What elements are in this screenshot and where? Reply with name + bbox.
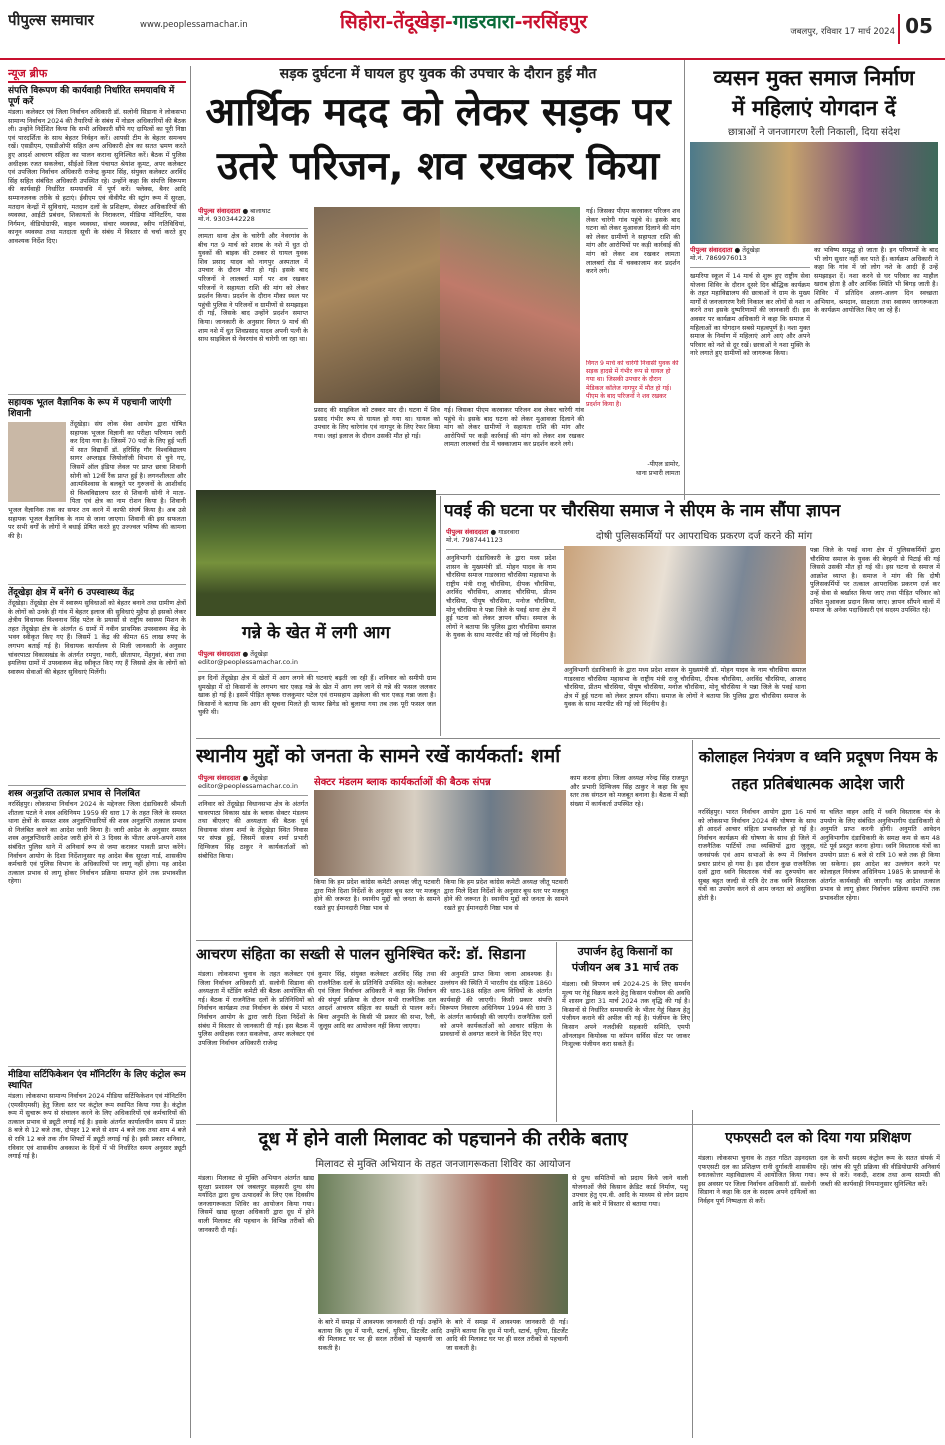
sharma-body: शनिवार को तेंदूखेड़ा विधानसभा क्षेत्र के अंतर्गत चावरपाठा विकास खंड के ब्लाक सेक्टर मंडलम तथा बीएलए की अध्यक्षता की बैठक पूर्व विधायक संजय शर्मा के तेंदूखेड़ा स्थित निवास पर संपन्न हुई, जिसमें संजय शर्मा प्रभारी दिग्विजय सिंह ठाकुर ने कार्यकर्ताओं को संबोधित किया। <box>198 800 308 860</box>
lead-quote-by: -पीएल डामोर, थाना प्रभारी लामता <box>635 460 680 477</box>
sidana-body: मंडला। लोकसभा चुनाव के तहत कलेक्टर एवं जिला निर्वाचन अधिकारी डॉ. सलोनी सिडाना की अध्यक्षता में स्टेंडिंग कमेटी की बैठक आयोजित की गई। बैठक में राजनैतिक दलों के प्रतिनिधियों को निर्वाचन कार्यक्रम तथा निर्वाचन के संबंध में भारत निर्वाचन आयोग के द्वारा जारी दिशा निर्देशों के संबंध में विस्तार से जानकारी दी गई। इस बैठक में पुलिस अधीक्षक रजत सकलेचा, अपर कलेक्टर एवं उपजिला निर्वाचन अधिकारी राजेन्द्र <box>198 970 314 1047</box>
lead-body-1: लामता थाना क्षेत्र के चारेगी और नेवरगांव के बीच गत 9 मार्च को शराब के नशे में धुत दो युवकों की बाइक की टक्कर से घायल युवक शिव प्रसाद यादव को नागपुर अस्पताल में उपचार के दौरान मौत हो गई। इसके बाद परिजनों ने लालबर्रा मार्ग पर शव रखकर परिजनों ने सहायता राशि की मांग को लेकर प्रदर्शन किया। प्रदर्शन के दौरान मौका स्थल पर पहुंची पुलिस ने परिजनों व ग्रामीणों से समझाइश दी गई, जिसके बाद उन्होंने प्रदर्शन समाप्त किया। जानकारी के अनुसार विगत 9 मार्च की शाम नशे में धुत शिवप्रसाद यादव अपनी पत्नी के साथ साइकिल से नेवरगांव से चारेगी जा रहा था। <box>198 232 308 344</box>
sharma-photo-title: सेक्टर मंडलम ब्लाक कार्यकर्ताओं की बैठक संपन्न <box>314 777 491 788</box>
chaurasia-headline: पवई की घटना पर चौरसिया समाज ने सीएम के नाम सौंपा ज्ञापन <box>444 501 841 521</box>
site-url: www.peoplessamachar.in <box>140 20 248 30</box>
lead-headline: आर्थिक मदद को लेकर सड़क पर उतरे परिजन, शव रखकर किया <box>205 90 671 189</box>
lead-body-3: गई। जिसका पीएम करवाकर परिजन शव लेकर चारेगी गांव पहुंचे थे। इसके बाद घटना को लेकर मुआवजा दिलाने की मांग को लेकर ग्रामीणों ने सहायता राशि की मांग और आरोपियों पर कड़ी कार्रवाई की मांग को लेकर शव रखकर लामता लालबर्रा रोड में चक्काजाम कर प्रदर्शन करने लगे। <box>444 406 584 449</box>
fire-headline: गन्ने के खेत में लगी आग <box>241 623 391 643</box>
brief-5-headline: मीडिया सर्टिफिकेशन एंव मॉनिटरिंग के लिए कंट्रोल रूम स्थापित <box>8 1066 186 1092</box>
fst-body: मंडला। लोकसभा चुनाव के तहत गठित उड़नदस्ता एफएसटी दल का प्रशिक्षण रानी दुर्गावती शासकीय स्नातकोत्तर महाविद्यालय में आयोजित किया गया। इस अवसर पर जिला निर्वाचन अधिकारी डॉ. सलोनी सिडाना ने कहा कि दल के सदस्य अपने दायित्वों का निर्वहन पूर्ण निष्पक्षता से करें। <box>698 1154 816 1205</box>
farmer-headline-2: पंजीयन अब 31 मार्च तक <box>571 961 679 974</box>
nasha-photo <box>690 142 938 244</box>
noise-body: नरसिंहपुर। भारत निर्वाचन आयोग द्वारा 16 मार्च को लोकसभा निर्वाचन 2024 की घोषणा के साथ ही आदर्श आचार संहिता प्रभावशील हो गई है। निर्वाचन कार्यक्रम की घोषणा के साथ ही जिले में राजनैतिक पार्टियों तथा व्यक्तियों द्वारा जुलूस, जनसंपर्क एवं आम सभाओं के रूप में निर्वाचन प्रचार प्रारंभ हो गया है। इस दौरान कुछ राजनैतिक दलों द्वारा ध्वनि विस्तारक यंत्रों का दुरुपयोग कर सुबह बहुत जल्दी से रात्रि देर तक ध्वनि विस्तारक यंत्रों का उपयोग करने से आम जनता को असुविधा होती है। <box>698 808 816 902</box>
news-brief-label: न्यूज ब्रीफ <box>8 66 186 83</box>
brief-2-headline: सहायक भूतल वैज्ञानिक के रूप में पहचानी जाएंगी शिवानी <box>8 394 186 420</box>
page-number: 05 <box>898 14 938 44</box>
farmer-body: मंडला। रबी विपणन वर्ष 2024-25 के लिए समर्थन मूल्य पर गेहूं विक्रय करने हेतु किसान पंजीयन की अवधि में शासन द्वारा 31 मार्च 2024 तक वृद्धि की गई है। किसानों से निर्धारित समयावधि के भीतर गेहूं विक्रय हेतु पंजीयन कराने की अपील की गई है। पंजीयन के लिए किसान अपने नजदीकी सहकारी समिति, एमपी ऑनलाइन कियोस्क या कॉमन सर्विस सेंटर पर जाकर निःशुल्क पंजीयन करा सकते हैं। <box>562 980 690 1049</box>
sharma-body-4: काम करना होगा। जिला अध्यक्ष नरेन्द्र सिंह राजपूत और प्रभारी दिग्विजय सिंह ठाकुर ने कहा कि बूथ स्तर तक संगठन को मजबूत बनाना है। बैठक में बड़ी संख्या में कार्यकर्ता उपस्थित रहे। <box>570 774 688 808</box>
lead-photo-2 <box>440 207 580 403</box>
dateline: जबलपुर, रविवार 17 मार्च 2024 <box>790 27 895 37</box>
nasha-body: खमरिया स्कूल में 14 मार्च से शुरू हुए राष्ट्रीय सेवा योजना शिविर के दौरान दूसरे दिन बौद्धिक कार्यक्रम के तहत महाविद्यालय की छात्राओं ने ग्राम के मुख्य मार्गों से जनजागरण रैली निकाल कर लोगों से नशा न करने तथा इसके दुष्परिणामों की जानकारी दी। इस अवसर पर कार्यक्रम अधिकारी ने कहा कि समाज में महिलाओं का योगदान सबसे महत्वपूर्ण है। नशा मुक्त समाज के निर्माण में महिलाएं आगे आएं और अपने परिवार को नशे से दूर रखें। छात्राओं ने नशा मुक्ति के नारे लगाते हुए ग्रामीणों को जागरूक किया। <box>690 272 810 358</box>
sidana-body-2: कुमार सिंह, संयुक्त कलेक्टर अरविंद सिंह तथा राजनैतिक दलों के प्रतिनिधि उपस्थित रहे। कलेक्टर एवं जिला निर्वाचन अधिकारी ने कहा कि निर्वाचन की संपूर्ण प्रक्रिया के दौरान सभी राजनैतिक दल आदर्श आचरण संहिता का सख्ती से पालन करें। बिना अनुमति के किसी भी प्रकार की सभा, रैली, जुलूस आदि का आयोजन नहीं किया जाएगा। <box>318 970 436 1030</box>
city-strip: सिहोरा-तेंदूखेड़ा-गाडरवारा-नरसिंहपुर <box>340 11 588 33</box>
brief-4-headline: शस्त्र अनुज्ञप्ति तत्काल प्रभाव से निलंबित <box>8 785 186 800</box>
brief-3-body: तेंदूखेड़ा। तेंदूखेड़ा क्षेत्र में स्वास्थ्य सुविधाओं को बेहतर बनाने तथा ग्रामीण क्षेत्रों के लोगों को उनके ही गांव में बेहतर इलाज की सुविधाएं मुहैया हो इसको लेकर क्षेत्रीय विधायक विश्वनाथ सिंह पटेल के प्रयासों से राष्ट्रीय स्वास्थ्य मिशन के तहत तेंदूखेड़ा क्षेत्र के अंतर्गत 6 ग्रामों में नवीन प्राथमिक उपस्वास्थ्य केंद्र के भवन स्वीकृत किए गए हैं। जिसमें 1 केंद्र की कीमत 65 लाख रुपए के लगभग बताई गई है। विधायक कार्यालय से मिली जानकारी के अनुसार चांवरपाठा विकासखंड के अंतर्गत रमपुरा, ग्वारी, छीतापार, मेंहगुवां, बंधा तथा इमलिया ग्रामों में उपस्वास्थ्य केंद्र स्वीकृत किए गए हैं जिससे क्षेत्र के लोगों को स्वास्थ्य सेवाओं की बेहतर सुविधाएं मिलेंगी। <box>8 599 186 676</box>
paper-logo: पीपुल्स समाचार <box>8 11 94 29</box>
fire-byline: पीपुल्स संवाददाता ● तेंदूखेड़ा editor@peoplessamachar.co.in <box>198 650 318 672</box>
milk-body: मंडला। मिलावट से मुक्ति अभियान अंतर्गत खाद्य सुरक्षा प्रशासन एवं जबलपुर सहकारी दुग्ध संघ मर्यादित द्वारा दुग्ध उत्पादकों के लिए एक दिवसीय जनजागरूकता शिविर का आयोजन किया गया। जिसमें खाद्य सुरक्षा अधिकारी द्वारा दूध में होने वाली मिलावट की पहचान के विभिन्न तरीकों की जानकारी दी गई। <box>198 1174 314 1234</box>
city-4: नरसिंहपुर <box>522 11 588 33</box>
lead-caption: विगत 9 मार्च को चारेगी निवासी युवक की सड़क हादसे में गंभीर रूप से घायल हो गया था। जिसकी उपचार के दौरान मेडिकल कॉलेज नागपुर में मौत हो गई। पीएम के बाद परिजनों ने शव रखकर प्रदर्शन किया है। <box>586 360 679 409</box>
fire-photo-lower <box>196 594 436 616</box>
milk-body-2: के बारे में समझ में आवश्यक जानकारी दी गई। उन्होंने बताया कि दूध में पानी, स्टार्च, यूरिया, डिटर्जेंट आदि की मिलावट घर पर ही सरल तरीकों से पहचानी जा सकती है। <box>318 1318 442 1352</box>
sharma-body-2: किया कि हम प्रदेश कांग्रेस कमेटी अध्यक्ष जीतू पटवारी द्वारा मिले दिशा निर्देशों के अनुसार बूथ स्तर पर मजबूत होने की जरूरत है। स्थानीय मुद्दों को जनता के सामने रखते हुए ईमानदारी निष्ठा भाव से <box>314 878 440 912</box>
fire-photo <box>196 490 436 594</box>
sharma-body-3: किया कि हम प्रदेश कांग्रेस कमेटी अध्यक्ष जीतू पटवारी द्वारा मिले दिशा निर्देशों के अनुसार बूथ स्तर पर मजबूत होने की जरूरत है। स्थानीय मुद्दों को जनता के सामने रखते हुए ईमानदारी निष्ठा भाव से <box>444 878 568 912</box>
noise-body-2: या चलित वाहन आदि में ध्वनि विस्तारक यंत्र के उपयोग के लिए संबंधित अनुविभागीय दंडाधिकारी से अनुमति प्राप्त करनी होगी। अनुमति आवेदन अनुविभागीय दंडाधिकारी के समक्ष कम से कम 48 घंटे पूर्व प्रस्तुत करना होगा। ध्वनि विस्तारक यंत्रों का उपयोग प्रातः 6 बजे से रात्रि 10 बजे तक ही किया जा सकेगा। इस आदेश का उल्लंघन करने पर कोलाहल नियंत्रण अधिनियम 1985 के प्रावधानों के अंतर्गत कार्यवाही की जाएगी। यह आदेश तत्काल प्रभाव से लागू होकर निर्वाचन प्रक्रिया समाप्ति तक प्रभावशील रहेगा। <box>820 808 940 902</box>
milk-photo <box>318 1174 568 1314</box>
lead-byline: पीपुल्स संवाददाता ● बालाघाट मो.नं. 9303442228 <box>198 207 308 229</box>
lead-kicker: सड़क दुर्घटना में घायल हुए युवक की उपचार के दौरान हुई मौत <box>279 66 597 82</box>
lead-photo <box>314 207 440 403</box>
sharma-photo <box>314 790 566 876</box>
nasha-body-2: का भविष्य समृद्ध हो जाता है। इन परिणामों के बाद भी लोग सुधार नहीं कर पाते हैं। कार्यक्रम अधिकारी ने कहा कि गांव में जो लोग नशे के आदी हैं उन्हें समझाइश दें। नशा करने से घर परिवार का माहौल खराब होता है और आर्थिक स्थिति भी बिगड़ जाती है। शिविर में प्रतिदिन अलग-अलग दिन स्वच्छता अभियान, श्रमदान, साक्षरता तथा स्वास्थ्य जागरूकता के कार्यक्रम आयोजित किए जा रहे हैं। <box>814 246 938 315</box>
nasha-headline-2: में महिलाएं योगदान दें <box>732 96 896 120</box>
shivani-photo <box>8 422 66 502</box>
chaurasia-subhead: दोषी पुलिसकर्मियों पर आपराधिक प्रकरण दर्ज करने की मांग <box>596 531 813 542</box>
chaurasia-body-2: पन्ना जिले के पवई थाना क्षेत्र में पुलिसकर्मियों द्वारा चौरसिया समाज के युवक की बेरहमी से पिटाई की गई जिससे उसकी मौत हो गई थी। इस घटना से समाज में आक्रोश व्याप्त है। समाज ने मांग की कि दोषी पुलिसकर्मियों पर तत्काल आपराधिक प्रकरण दर्ज कर उन्हें सेवा से बर्खास्त किया जाए तथा पीड़ित परिवार को उचित मुआवजा प्रदान किया जाए। ज्ञापन सौंपने वालों में समाज के अनेक पदाधिकारी एवं सदस्य उपस्थित रहे। <box>810 546 940 615</box>
masthead <box>0 0 945 60</box>
brief-4-body: नरसिंहपुर। लोकसभा निर्वाचन 2024 के मद्देनजर जिला दंडाधिकारी श्रीमती शीतला पटले ने शस्त्र अधिनियम 1959 की धारा 17 के तहत जिले के समस्त थाना क्षेत्रों के समस्त शस्त्र अनुज्ञप्तिधारियों की शस्त्र अनुज्ञप्ति तत्काल प्रभाव से निलंबित करने का आदेश जारी किया है। जारी आदेश के अनुसार समस्त शस्त्र अनुज्ञप्तिधारी आदेश जारी होने से 3 दिवस के भीतर अपने-अपने शस्त्र संबंधित पुलिस थाने में अनिवार्य रूप से जमा कराकर पावती प्राप्त करेंगे। निर्वाचन आयोग के दिशा निर्देशानुसार यह आदेश बैंक सुरक्षा गार्ड, शासकीय कर्मचारी एवं पुलिस विभाग के अधिकारियों पर लागू नहीं होगा। यह आदेश तत्काल प्रभाव से लागू होकर निर्वाचन प्रक्रिया समाप्त होने तक प्रभावशील रहेगा। <box>8 800 186 886</box>
nasha-headline-1: व्यसन मुक्त समाज निर्माण <box>713 66 915 90</box>
city-1: सिहोरा <box>340 11 386 33</box>
fst-headline: एफएसटी दल को दिया गया प्रशिक्षण <box>696 1124 940 1148</box>
chaurasia-byline: पीपुल्स संवाददाता ● गाडरवारा मो.नं. 7987441123 <box>446 528 566 550</box>
sidana-body-3: की अनुमति प्राप्त किया जाना आवश्यक है। उल्लंघन की स्थिति में भारतीय दंड संहिता 1860 की धारा-188 सहित अन्य विधियों के अंतर्गत कार्यवाही की जाएगी। किसी प्रकार संपत्ति विरूपण निवारण अधिनियम 1994 की धारा 3 के अंतर्गत कार्यवाही की जाएगी। राजनैतिक दलों को अपने कार्यकर्ताओं को आचार संहिता के प्रावधानों से अवगत कराने के निर्देश दिए गए। <box>440 970 552 1039</box>
brief-5-body: मंडला। लोकसभा सामान्य निर्वाचन 2024 मीडिया सर्टिफिकेशन एवं मॉनिटरिंग (एमसीएमसी) हेतु जिला स्तर पर कंट्रोल रूम स्थापित किया गया है। कंट्रोल रूम में सुचारू रूप से संचालन करने के लिए अधिकारियों एवं कर्मचारियों की तत्काल प्रभाव से ड्यूटी लगाई गई है। इसके अंतर्गत कार्यालयीन समय में प्रातः 8 बजे से 12 बजे तक, दोपहर 12 बजे से शाम 4 बजे तक तथा शाम 4 बजे से रात्रि 12 बजे तक तीन शिफ्टों में ड्यूटी लगाई गई है। इसी प्रकार शनिवार, रविवार एवं शासकीय अवकाश के दिनों में भी निर्धारित समय अनुसार ड्यूटी लगाई गई है। <box>8 1092 186 1161</box>
brief-1-headline: संपत्ति विरूपण की कार्यवाही निर्धारित समयावधि में पूर्ण करें <box>8 86 175 107</box>
sidana-headline: आचरण संहिता का सख्ती से पालन सुनिश्चित करें: डॉ. सिडाना <box>196 947 526 963</box>
nasha-byline: पीपुल्स संवाददाता ● तेंदूखेड़ा मो.नं. 7869976013 <box>690 246 810 268</box>
fst-body-2: दल के सभी सदस्य कंट्रोल रूम के सतत संपर्क में रहें। जांच की पूरी प्रक्रिया की वीडियोग्राफी अनिवार्य रूप से करें। नकदी, शराब तथा अन्य सामग्री की जब्ती की कार्यवाही नियमानुसार सुनिश्चित करें। <box>820 1154 940 1188</box>
city-3: गाडरवारा <box>452 11 515 33</box>
brief-3-headline: तेंदूखेड़ा क्षेत्र में बनेंगे 6 उपस्वास्थ्य केंद्र <box>8 584 186 599</box>
nasha-subhead: छात्राओं ने जनजागरण रैली निकाली, दिया संदेश <box>727 127 901 138</box>
news-brief-column <box>8 66 186 1438</box>
sharma-byline: पीपुल्स संवाददाता ● तेंदूखेड़ा editor@peoplessamachar.co.in <box>198 774 308 796</box>
farmer-headline-1: उपार्जन हेतु किसानों का <box>577 945 673 958</box>
fire-body: इन दिनों तेंदूखेड़ा क्षेत्र में खेतों में आग लगने की घटनाएं बढ़ती जा रही हैं। शनिवार को समीपी ग्राम धुमखेड़ा में दो किसानों के लगभग चार एकड़ गन्ने के खेत में आग लग जाने से गन्ने की फसल जलकर खाक हो गई है। इसमें पीड़ित कृषक राजकुमार पटेल एवं रामसहाय उइकेला की चार एकड़ गन्ना जला है। किसानों ने बताया कि आग की सूचना मिलते ही फायर ब्रिगेड को बुलाया गया तब तक पूरी फसल जल चुकी थी। <box>198 674 436 717</box>
brief-2-body: तेंदूखेड़ा। संघ लोक सेवा आयोग द्वारा घोषित सहायक भूजल विज्ञानी का परीक्षा परिणाम जारी कर दिया गया है। जिसमें 70 पदों के लिए हुई भर्ती में सात विद्यार्थी डॉ. हरिसिंह गौर विश्वविद्यालय सागर अप्लाइड जियोलॉजी विभाग से चुने गए, जिसमें ऑल इंडिया लेवल पर प्राप्त छात्रा शिवानी सोनी को 12वीं रैंक प्राप्त हुई है। लगनशीलता और आत्मविश्वास के बलबूते पर गुरुजनों के आशीर्वाद से विश्वविद्यालय स्तर से शिवानी सोनी ने माता-पिता एवं क्षेत्र का नाम रोशन किया है। शिवानी भूजल वैज्ञानिक तक का सफर तय करने में काफी संघर्ष किया है। अब उसे सहायक भूजल वैज्ञानिक के नाम से जाना जाएगा। शिवानी की इस सफलता पर सभी वर्गों के लोगों ने बधाई प्रेषित करते हुए उज्ज्वल भविष्य की कामना की है। <box>8 420 186 540</box>
city-2: तेंदूखेड़ा <box>393 11 445 33</box>
lead-body-4: गई। जिसका पीएम करवाकर परिजन शव लेकर चारेगी गांव पहुंचे थे। इसके बाद घटना को लेकर मुआवजा दिलाने की मांग को लेकर ग्रामीणों ने सहायता राशि की मांग और आरोपियों पर कड़ी कार्रवाई की मांग को लेकर शव रखकर लामता लालबर्रा रोड में चक्काजाम कर प्रदर्शन करने लगे। <box>586 207 680 276</box>
milk-body-3: के बारे में समझ में आवश्यक जानकारी दी गई। उन्होंने बताया कि दूध में पानी, स्टार्च, यूरिया, डिटर्जेंट आदि की मिलावट घर पर ही सरल तरीकों से पहचानी जा सकती है। <box>446 1318 568 1352</box>
chaurasia-photo <box>564 546 806 664</box>
brief-1-body: मंडला। कलेक्टर एवं जिला निर्वाचन अधिकारी डॉ. सलोनी सिडाना ने लोकसभा सामान्य निर्वाचन 2024 की तैयारियों के संबंध में नोडल अधिकारियों की बैठक ली। उन्होंने निर्देशित किया कि सभी अधिकारी सौंपे गए दायित्वों का पूरी निष्ठा एवं पारदर्शिता के साथ बेहतर निर्वहन करें। आपसी टीम के बेहतर समन्वय रखें। एसडीएम, एसडीओपी सहित अन्य अधिकारी क्षेत्र का सतत भ्रमण करते हुए आदर्श आचरण संहिता का पालन कराना सुनिश्चित करें। बैठक में पुलिस अधीक्षक रजत सकलेचा, सीईओ जिला पंचायत श्रेयांश कूमट, अपर कलेक्टर एवं उपजिला निर्वाचन अधिकारी राजेन्द्र कुमार सिंह, संयुक्त कलेक्टर अरविंद सिंह सहित संबंधित अधिकारी उपस्थित रहे। उन्होंने कहा कि संपत्ति विरूपण की कार्यवाही निर्धारित समयावधि में पूर्ण करें। फ्लेक्स, बैनर आदि सम्मानजनक तरीके से हटाएं। ईवीएम एवं वीवीपैट की स्ट्रांग रूम में सुरक्षा, मतदान केन्द्रों में सुविधाएं, मतदान दलों के प्रशिक्षण, सेक्टर अधिकारियों की व्यवस्था, आईटी प्रबंधन, शिकायतों के निराकरण, मीडिया मॉनिटरिंग, पास निर्गमन, वीडियोग्राफी, वाहन व्यवस्था, संचार व्यवस्था, स्वीप गतिविधियां, कानून व्यवस्था तथा मतदाता सूची के संबंध में विस्तार से चर्चा करते हुए आवश्यक निर्देश दिए। <box>8 108 186 245</box>
sharma-headline: स्थानीय मुद्दों को जनता के सामने रखें कार्यकर्ता: शर्मा <box>196 745 561 767</box>
noise-headline: कोलाहल नियंत्रण व ध्वनि प्रदूषण नियम के तहत प्रतिबंधात्मक आदेश जारी <box>698 748 938 793</box>
milk-headline: दूध में होने वाली मिलावट को पहचानने की तरीके बताए <box>258 1129 628 1150</box>
lead-body-2: प्रसाद की साइकिल को टक्कर मार दी। घटना में शिव प्रसाद गंभीर रूप से घायल हो गया था। घायल को उपचार के लिए चारेगांव एवं नागपुर के लिए रेफर किया गया। जहां इलाज के दौरान उसकी मौत हो गई। <box>314 406 440 440</box>
milk-body-4: से दुग्ध समितियों को प्रदाय किये जाने वाली योजनाओं जैसे किसान क्रेडिट कार्ड निर्माण, पशु उपचार हेतु एम.वी. आदि के माध्यम से लोन प्रदाय आदि के बारे में विस्तार से बताया गया। <box>572 1174 688 1208</box>
milk-subhead: मिलावट से मुक्ति अभियान के तहत जनजागरूकता शिविर का आयोजन <box>315 1159 571 1170</box>
chaurasia-body: अनुविभागी दंडाधिकारी के द्वारा मध्य प्रदेश शासन के मुख्यमंत्री डॉ. मोहन यादव के नाम चौरसिया समाज गाडरवारा चौरसिया महासभा के राष्ट्रीय मंत्री राजू चौरसिया, दीपक चौरसिया, अरविंद चौरसिया, आजाद चौरसिया, प्रीतम चौरसिया, पीयूष चौरसिया, मनोज चौरसिया, मोनू चौरसिया ने पन्ना जिले के पवई थाना क्षेत्र में हुई घटना को लेकर ज्ञापन सौंपा। समाज के लोगों ने बताया कि पुलिस द्वारा चौरसिया समाज के युवक के साथ मारपीट की गई जो निंदनीय है। <box>446 554 556 640</box>
chaurasia-caption: अनुविभागी दंडाधिकारी के द्वारा मध्य प्रदेश शासन के मुख्यमंत्री डॉ. मोहन यादव के नाम चौरसिया समाज गाडरवारा चौरसिया महासभा के राष्ट्रीय मंत्री राजू चौरसिया, दीपक चौरसिया, अरविंद चौरसिया, आजाद चौरसिया, प्रीतम चौरसिया, पीयूष चौरसिया, मनोज चौरसिया, मोनू चौरसिया ने पन्ना जिले के पवई थाना क्षेत्र में हुई घटना को लेकर ज्ञापन सौंपा। समाज के लोगों ने बताया कि पुलिस द्वारा चौरसिया समाज के युवक के साथ मारपीट की गई जो निंदनीय है। <box>564 666 806 709</box>
